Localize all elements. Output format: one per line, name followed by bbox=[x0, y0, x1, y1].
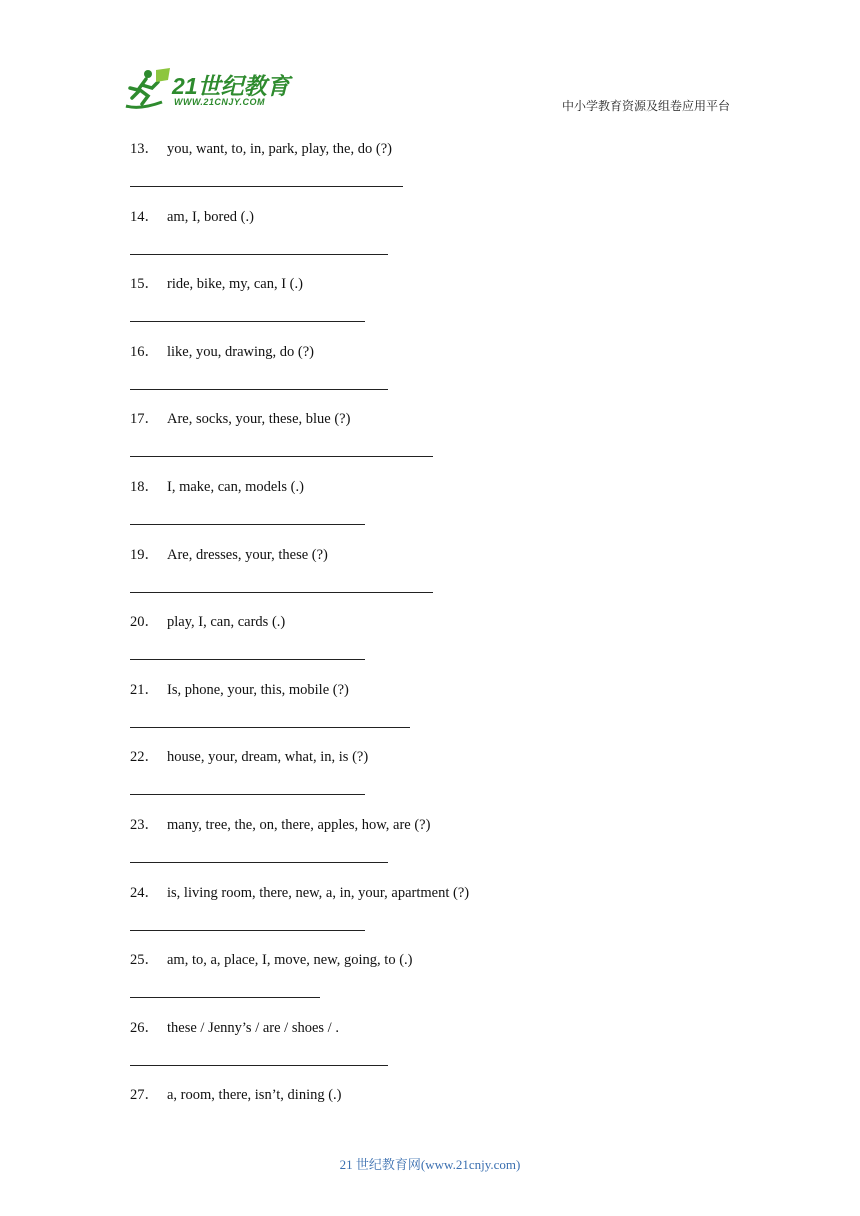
logo-text: 21世纪教育 bbox=[172, 73, 290, 99]
answer-line[interactable] bbox=[130, 456, 433, 457]
question-number: 23． bbox=[130, 816, 159, 833]
question-prompt: play, I, can, cards (.) bbox=[167, 614, 286, 631]
question-number: 24． bbox=[130, 884, 159, 901]
question-item bbox=[130, 272, 770, 340]
question-item bbox=[130, 205, 770, 273]
page-header bbox=[0, 0, 860, 125]
question-item bbox=[130, 948, 770, 1016]
question-text bbox=[130, 272, 303, 293]
question-text bbox=[130, 813, 430, 834]
question-number: 14． bbox=[130, 208, 159, 225]
question-prompt: Are, socks, your, these, blue (?) bbox=[167, 411, 351, 428]
question-prompt: house, your, dream, what, in, is (?) bbox=[167, 749, 369, 766]
question-item bbox=[130, 543, 770, 611]
question-prompt: like, you, drawing, do (?) bbox=[167, 343, 314, 360]
answer-line[interactable] bbox=[130, 321, 365, 322]
question-number: 20． bbox=[130, 614, 159, 631]
question-item bbox=[130, 1083, 770, 1151]
question-number: 25． bbox=[130, 952, 159, 969]
question-number: 19． bbox=[130, 546, 159, 563]
question-text bbox=[130, 137, 392, 158]
question-text bbox=[130, 407, 350, 428]
question-text bbox=[130, 1016, 339, 1037]
logo-url: WWW.21CNJY.COM bbox=[174, 97, 266, 107]
question-prompt: am, to, a, place, I, move, new, going, to (.) bbox=[167, 952, 413, 969]
answer-line[interactable] bbox=[130, 727, 410, 728]
question-prompt: am, I, bored (.) bbox=[167, 208, 254, 225]
question-prompt: Are, dresses, your, these (?) bbox=[167, 546, 328, 563]
question-prompt: you, want, to, in, park, play, the, do (?) bbox=[167, 141, 392, 157]
answer-line[interactable] bbox=[130, 254, 388, 255]
question-prompt: is, living room, there, new, a, in, your, apartment (?) bbox=[167, 884, 470, 901]
answer-line[interactable] bbox=[130, 862, 388, 863]
answer-line[interactable] bbox=[130, 186, 403, 187]
question-text bbox=[130, 340, 314, 361]
question-prompt: ride, bike, my, can, I (.) bbox=[167, 276, 303, 293]
question-number: 26． bbox=[130, 1019, 159, 1036]
question-text bbox=[130, 881, 469, 902]
answer-line[interactable] bbox=[130, 794, 365, 795]
question-item bbox=[130, 745, 770, 813]
question-list bbox=[130, 137, 770, 1151]
question-item bbox=[130, 881, 770, 949]
question-item bbox=[130, 407, 770, 475]
question-prompt: a, room, there, isn’t, dining (.) bbox=[167, 1087, 342, 1104]
question-prompt: many, tree, the, on, there, apples, how, are (?) bbox=[167, 816, 431, 833]
question-text bbox=[130, 1083, 342, 1104]
page-footer[interactable]: 21 世纪教育网(www.21cnjy.com) bbox=[339, 1157, 521, 1172]
question-number: 17． bbox=[130, 411, 159, 428]
answer-line[interactable] bbox=[130, 659, 365, 660]
question-item bbox=[130, 340, 770, 408]
question-text bbox=[130, 610, 285, 631]
question-item bbox=[130, 813, 770, 881]
question-number: 18． bbox=[130, 478, 159, 495]
answer-line[interactable] bbox=[130, 997, 320, 998]
question-text bbox=[130, 475, 304, 496]
question-prompt: Is, phone, your, this, mobile (?) bbox=[167, 681, 349, 698]
answer-line[interactable] bbox=[130, 1065, 388, 1066]
question-text bbox=[130, 745, 368, 766]
answer-line[interactable] bbox=[130, 592, 433, 593]
answer-line[interactable] bbox=[130, 930, 365, 931]
question-prompt: these / Jenny’s / are / shoes / . bbox=[167, 1019, 339, 1036]
question-item bbox=[130, 475, 770, 543]
question-text bbox=[130, 948, 413, 969]
question-item bbox=[130, 1016, 770, 1084]
question-number: 15． bbox=[130, 276, 159, 293]
question-number: 13． bbox=[130, 141, 159, 157]
question-item bbox=[130, 678, 770, 746]
question-text bbox=[130, 678, 349, 699]
question-number: 22． bbox=[130, 749, 159, 766]
question-text bbox=[130, 543, 328, 564]
question-number: 27． bbox=[130, 1087, 159, 1104]
site-logo[interactable] bbox=[122, 66, 292, 114]
header-tagline: 中小学教育资源及组卷应用平台 bbox=[561, 99, 730, 113]
runner-logo-icon bbox=[122, 66, 174, 114]
question-item bbox=[130, 137, 770, 205]
question-item bbox=[130, 610, 770, 678]
answer-line[interactable] bbox=[130, 524, 365, 525]
answer-line[interactable] bbox=[130, 389, 388, 390]
question-number: 21． bbox=[130, 681, 159, 698]
question-number: 16． bbox=[130, 343, 159, 360]
question-text bbox=[130, 205, 254, 226]
question-prompt: I, make, can, models (.) bbox=[167, 478, 304, 495]
